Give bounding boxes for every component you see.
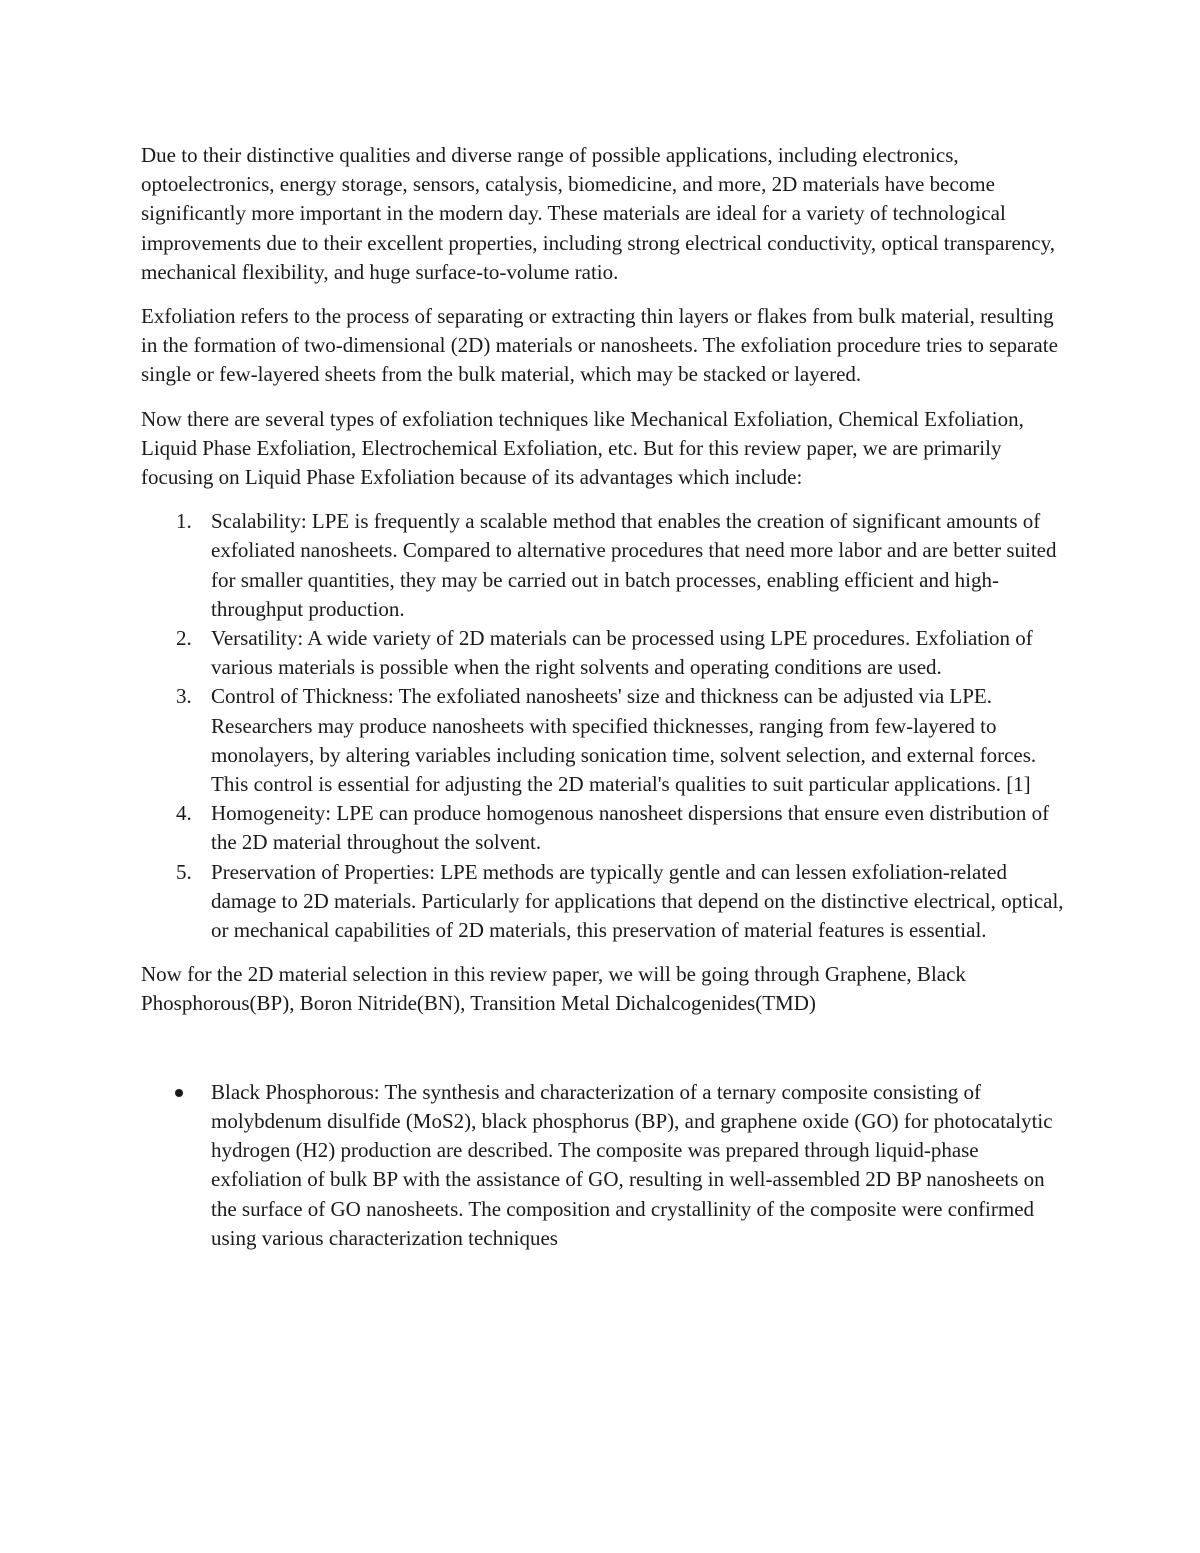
material-selection-paragraph: Now for the 2D material selection in this review paper, we will be going through Graphene, Black Phosphorous(BP), Boron Nitride(BN), Transition Metal Dichalcogenides(TMD) xyxy=(141,962,966,1016)
list-item-text: Control of Thickness: The exfoliated nanosheets' size and thickness can be adjusted via LPE. Researchers may produce nanosheets with specified thicknesses, ranging from few-layered to monolayers, by altering variables including sonication time, solvent selection, and external forces. This control is essential for adjusting the 2D material's qualities to suit particular applications. [1] xyxy=(211,684,1037,797)
materials-list xyxy=(141,1078,1071,1253)
list-item xyxy=(141,507,1071,624)
blank-line xyxy=(141,1034,1071,1078)
list-item xyxy=(141,682,1071,799)
bullet-icon xyxy=(175,1089,183,1097)
advantages-list xyxy=(141,507,1071,945)
exfoliation-techniques-paragraph: Now there are several types of exfoliation techniques like Mechanical Exfoliation, Chemical Exfoliation, Liquid Phase Exfoliation, Electrochemical Exfoliation, etc. But for this review paper, we are primarily focusing on Liquid Phase Exfoliation because of its advantages which include: xyxy=(141,406,1024,490)
list-item xyxy=(141,1078,1071,1253)
list-item-text: Scalability: LPE is frequently a scalable method that enables the creation of significant amounts of exfoliated nanosheets. Compared to alternative procedures that need more labor and are better suited for smaller quantities, they may be carried out in batch processes, enabling efficient and high-throughput production. xyxy=(211,509,1057,621)
list-number: 5. xyxy=(176,859,192,884)
list-item-text: Versatility: A wide variety of 2D materials can be processed using LPE procedures. Exfoliation of various materials is possible when the right solvents and operating conditions are used. xyxy=(211,626,1033,680)
list-item-text: Preservation of Properties: LPE methods are typically gentle and can lessen exfoliation-related damage to 2D materials. Particularly for applications that depend on the distinctive electrical, optical, or mechanical capabilities of 2D materials, this preservation of material features is essential. xyxy=(211,859,1064,943)
list-item-text: Black Phosphorous: The synthesis and characterization of a ternary composite consisting of molybdenum disulfide (MoS2), black phosphorus (BP), and graphene oxide (GO) for photocatalytic hydrogen (H2) production are described. The composite was prepared through liquid-phase exfoliation of bulk BP with the assistance of GO, resulting in well-assembled 2D BP nanosheets on the surface of GO nanosheets. The composition and crystallinity of the composite were confirmed using various characterization techniques xyxy=(211,1079,1053,1250)
list-item xyxy=(141,799,1071,857)
document-page xyxy=(141,141,1071,1253)
list-item xyxy=(141,858,1071,946)
list-number: 4. xyxy=(176,801,192,826)
intro-paragraph: Due to their distinctive qualities and diverse range of possible applications, including electronics, optoelectronics, energy storage, sensors, catalysis, biomedicine, and more, 2D materials have become significantly more important in the modern day. These materials are ideal for a variety of technological improvements due to their excellent properties, including strong electrical conductivity, optical transparency, mechanical flexibility, and huge surface-to-volume ratio. xyxy=(141,143,1055,284)
list-number: 1. xyxy=(176,509,192,534)
list-number: 2. xyxy=(176,626,192,651)
list-item-text: Homogeneity: LPE can produce homogenous nanosheet dispersions that ensure even distribution of the 2D material throughout the solvent. xyxy=(211,801,1050,855)
list-item xyxy=(141,624,1071,682)
exfoliation-definition-paragraph: Exfoliation refers to the process of separating or extracting thin layers or flakes from bulk material, resulting in the formation of two-dimensional (2D) materials or nanosheets. The exfoliation procedure tries to separate single or few-layered sheets from the bulk material, which may be stacked or layered. xyxy=(141,304,1058,387)
list-number: 3. xyxy=(176,684,192,709)
